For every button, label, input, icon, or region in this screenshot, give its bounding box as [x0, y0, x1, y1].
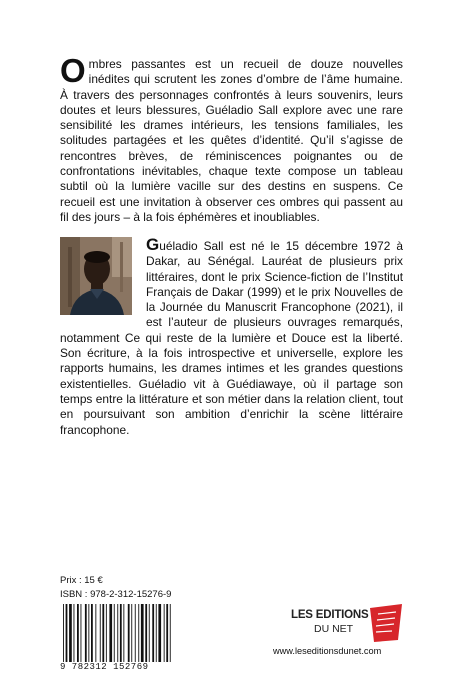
- bio-text: uéladio Sall est né le 15 décembre 1972 à Dakar, au Sénégal. Lauréat de plusieurs prix littéraires, dont le prix Science-fiction de l’Institut Français de Dakar (1999) et le prix Nouvelles de la Journée du Manuscrit Francophone (2021), il est l’auteur de plusieurs ouvrages remarqués, notamment Ce qui reste de la lumière et Douce est la liberté. Son écriture, à la fois introspective et universelle, explore les rapports humains, les drames intimes et les grandes questions existentielles. Guéladio vit à Guédiawaye, où il partage son temps entre la littérature et son métier dans la relation client, tout en poursuivant son ambition d’enrichir la scène littéraire francophone.: [60, 239, 403, 437]
- publisher-logo-icon: [368, 604, 404, 642]
- isbn-label: ISBN : 978-2-312-15276-9: [60, 589, 172, 600]
- barcode-digits: 9 782312 152769: [60, 662, 149, 672]
- price-label: Prix : 15 €: [60, 575, 103, 586]
- bio-dropcap: G: [146, 235, 160, 254]
- barcode: [60, 604, 177, 662]
- blurb-dropcap: O: [60, 52, 86, 89]
- publisher-name-line1: LES EDITIONS: [291, 609, 369, 621]
- publisher-website: www.leseditionsdunet.com: [273, 646, 382, 656]
- author-photo: [60, 237, 132, 315]
- blurb-text: mbres passantes est un recueil de douze nouvelles inédites qui scrutent les zones d’ombre de l’âme humaine. À travers des personnages confrontés à leurs souvenirs, leurs doutes et leurs blessures, Guéladio Sall explore avec une rare sensibilité les drames intérieurs, les tensions familiales, les solitudes partagées et les quêtes d’identité. Qu’il s’agisse de rencontres brèves, de réminiscences poignantes ou de confrontations inévitables, chaque texte compose un tableau subtil où la lumière vacille sur des destins en suspens. Ce recueil est une invitation à observer ces ombres qui passent au fil des jours – à la fois éphémères et inoubliables.: [60, 57, 403, 224]
- publisher-name-line2: DU NET: [314, 623, 354, 635]
- book-blurb: [60, 52, 403, 225]
